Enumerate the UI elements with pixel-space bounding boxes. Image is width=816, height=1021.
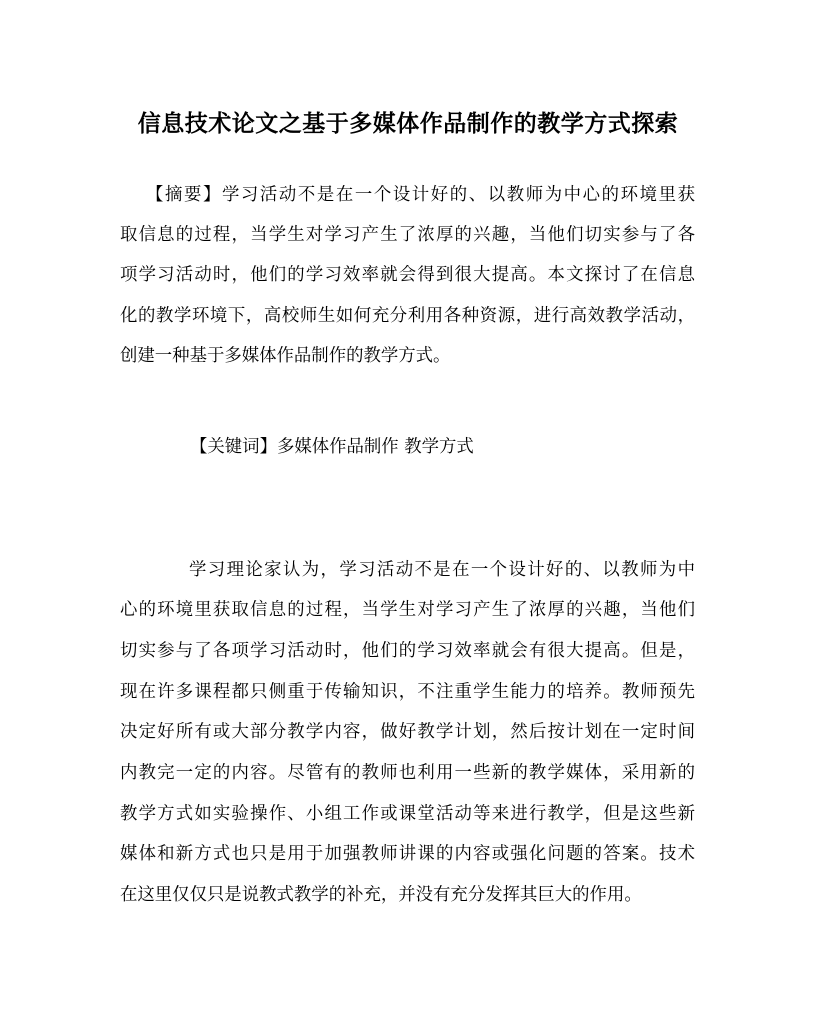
abstract-line: 【摘要】学习活动不是在一个设计好的、以教师为中心的环境里获 — [146, 185, 695, 205]
body-line: 现在许多课程都只侧重于传输知识，不注重学生能力的培养。教师预先 — [120, 682, 695, 702]
body-line: 切实参与了各项学习活动时，他们的学习效率就会有很大提高。但是， — [120, 641, 695, 661]
body-line: 心的环境里获取信息的过程，当学生对学习产生了浓厚的兴趣，当他们 — [120, 600, 695, 620]
document-title: 信息技术论文之基于多媒体作品制作的教学方式探索 — [137, 110, 679, 137]
body-line: 决定好所有或大部分教学内容，做好教学计划，然后按计划在一定时间 — [120, 722, 695, 742]
abstract-line: 取信息的过程，当学生对学习产生了浓厚的兴趣，当他们切实参与了各 — [120, 225, 695, 245]
body-line: 媒体和新方式也只是用于加强教师讲课的内容或强化问题的答案。技术 — [120, 844, 695, 864]
abstract-line: 创建一种基于多媒体作品制作的教学方式。 — [120, 346, 451, 366]
abstract-line: 项学习活动时，他们的学习效率就会得到很大提高。本文探讨了在信息 — [120, 265, 695, 285]
abstract-line: 化的教学环境下，高校师生如何充分利用各种资源，进行高效教学活动， — [120, 306, 695, 326]
body-line: 教学方式如实验操作、小组工作或课堂活动等来进行教学，但是这些新 — [120, 804, 695, 824]
body-line: 在这里仅仅只是说教式教学的补充，并没有充分发挥其巨大的作用。 — [120, 885, 642, 905]
body-line: 内教完一定的内容。尽管有的教师也利用一些新的教学媒体，采用新的 — [120, 763, 695, 783]
keywords-line: 【关键词】多媒体作品制作 教学方式 — [190, 437, 474, 457]
body-line: 学习理论家认为，学习活动不是在一个设计好的、以教师为中 — [189, 560, 695, 580]
